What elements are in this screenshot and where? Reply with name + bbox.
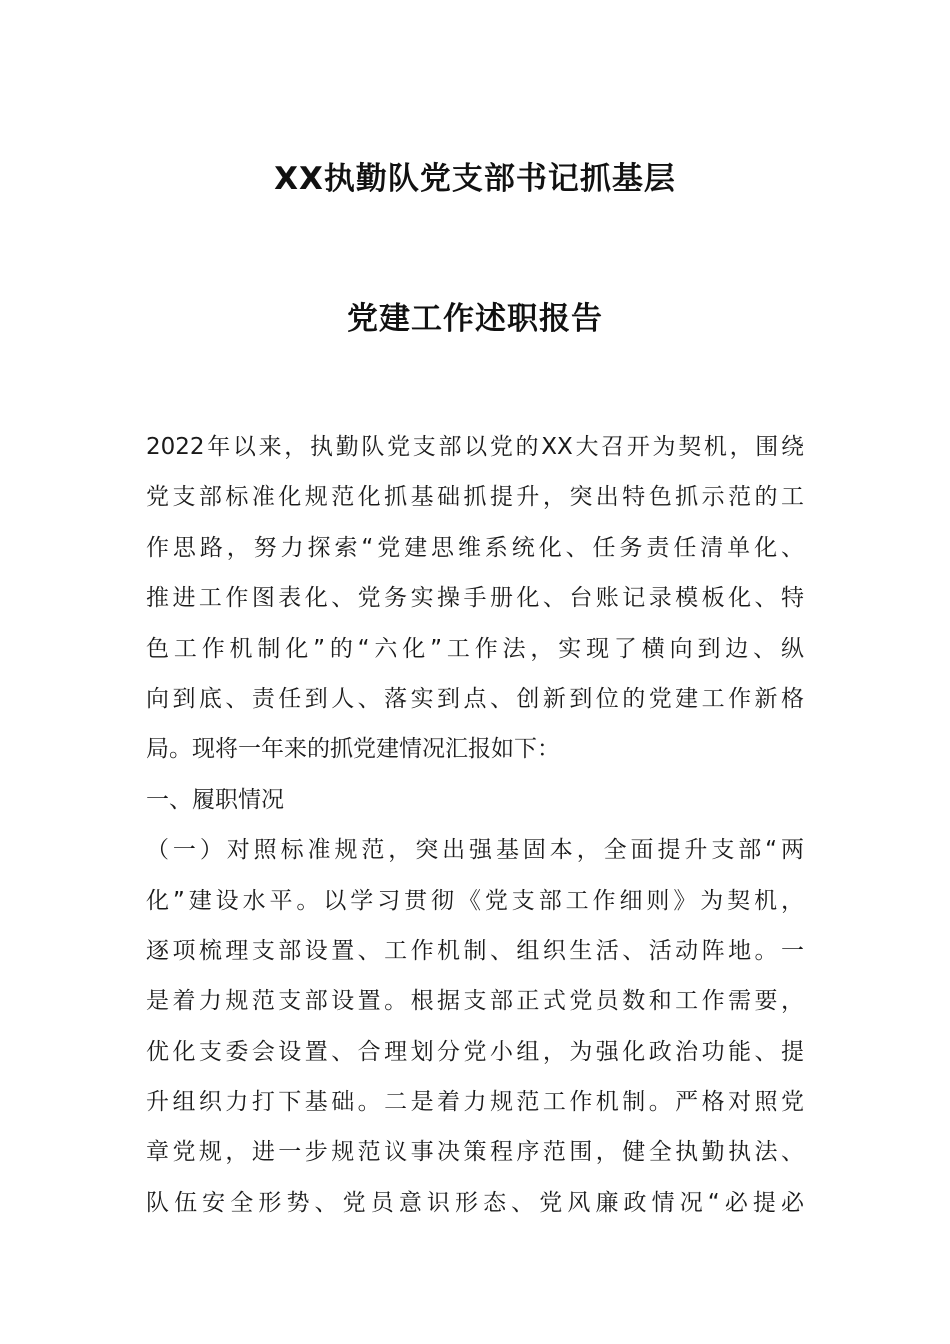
body-line: （一）对照标准规范，突出强基固本，全面提升支部“两 [146,837,804,864]
body-line: 优化支委会设置、合理划分党小组，为强化政治功能、提 [146,1038,804,1065]
body-line: 色工作机制化”的“六化”工作法，实现了横向到边、纵 [146,635,804,662]
body-line: 2022年以来，执勤队党支部以党的XX大召开为契机，围绕 [146,434,804,460]
body-line: 推进工作图表化、党务实操手册化、台账记录模板化、特 [146,585,804,612]
body-line: 向到底、责任到人、落实到点、创新到位的党建工作新格 [146,685,804,712]
body-line: 是着力规范支部设置。根据支部正式党员数和工作需要， [146,988,804,1015]
document-body [146,422,804,1228]
body-line: 化”建设水平。以学习贯彻《党支部工作细则》为契机， [146,887,804,914]
body-line: 队伍安全形势、党员意识形态、党风廉政情况“必提必 [146,1189,804,1216]
document-title-line-1: XX执勤队党支部书记抓基层 [274,161,676,197]
body-line: 升组织力打下基础。二是着力规范工作机制。严格对照党 [146,1089,804,1116]
body-line: 作思路，努力探索“党建思维系统化、任务责任清单化、 [146,534,804,561]
body-line: 章党规，进一步规范议事决策程序范围，健全执勤执法、 [146,1139,804,1166]
body-line: 党支部标准化规范化抓基础抓提升，突出特色抓示范的工 [146,484,804,511]
section-heading: 一、履职情况 [146,786,284,813]
body-line: 局。现将一年来的抓党建情况汇报如下： [146,736,560,763]
document-title-line-2: 党建工作述职报告 [347,301,603,337]
body-line: 逐项梳理支部设置、工作机制、组织生活、活动阵地。一 [146,937,804,964]
